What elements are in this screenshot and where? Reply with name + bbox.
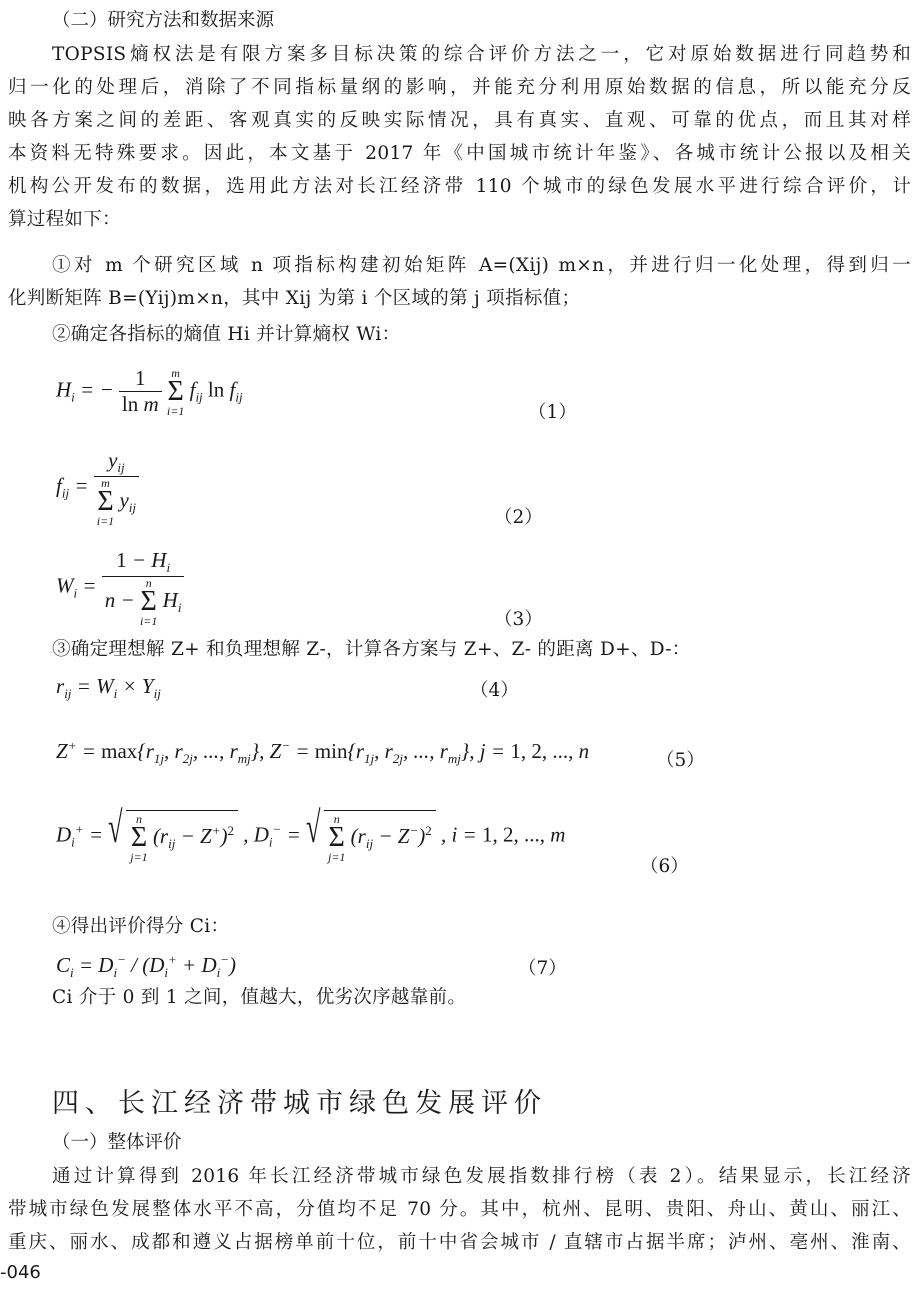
- text-line: 化判断矩阵 B=(Yij)m×n，其中 Xij 为第 i 个区域的第 j 项指标值；: [8, 288, 581, 309]
- text-line: 重庆、丽水、成都和遵义占据榜单前十位，前十中省会城市 / 直辖市占据半席；泸州、亳州、淮南、: [8, 1232, 911, 1253]
- step2-paragraph: [8, 318, 911, 351]
- text-line: 本资料无特殊要求。因此，本文基于 2017 年《中国城市统计年鉴》、各城市统计公报以及相关: [8, 143, 911, 164]
- text-line: ②确定各指标的熵值 Hi 并计算熵权 Wi：: [52, 324, 401, 345]
- step4-paragraph: [8, 910, 911, 943]
- text-line: Ci 介于 0 到 1 之间，值越大，优劣次序越靠前。: [52, 987, 467, 1008]
- text-line: 算过程如下：: [8, 209, 121, 230]
- equation-number: （7）: [518, 958, 567, 979]
- text-line: 映各方案之间的差距、客观真实的反映实际情况，具有真实、直观、可靠的优点，而且其对样: [8, 110, 911, 131]
- page-number: -046: [0, 1262, 41, 1283]
- text-line: 归一化的处理后，消除了不同指标量纲的影响，并能充分利用原始数据的信息，所以能充分反: [8, 77, 911, 98]
- subsection-heading-overall: （一）整体评价: [52, 1132, 182, 1153]
- step1-paragraph: [8, 249, 911, 315]
- section-heading-methods: （二）研究方法和数据来源: [52, 10, 275, 31]
- equation-6: $D_i^+$ = √ n Σ j=1 $(r_{ij} - Z^+)^2$ , $D_i^-$ = √ n Σ j=1 $(r_{ij} - Z^-)^2$ , i = 1, 2, ..., m: [56, 803, 566, 864]
- overall-paragraph: [8, 1160, 911, 1259]
- equation-number: （2）: [494, 507, 543, 528]
- equation-5: $Z^+ = \max\{r_{1j}$, $r_{2j}$, ..., $r_{mj}$}, $Z^- = \min\{r_{1j}$, $r_{2j}$, ..., $r_{mj}$}, j = 1, 2, ..., n: [56, 738, 590, 767]
- ci-note: [8, 981, 911, 1014]
- equation-7: $C_i = D_i^- / (D_i^+ + D_i^-)$: [56, 952, 237, 981]
- text-line: 带城市绿色发展整体水平不高，分值均不足 70 分。其中，杭州、昆明、贵阳、舟山、黄山、丽江、: [8, 1199, 911, 1220]
- equation-number: （6）: [640, 856, 689, 877]
- step3-paragraph: [8, 633, 911, 666]
- text-line: TOPSIS熵权法是有限方案多目标决策的综合评价方法之一，它对原始数据进行同趋势和: [52, 44, 911, 65]
- text-line: ④得出评价得分 Ci：: [52, 916, 230, 937]
- equation-number: （1）: [528, 402, 577, 423]
- equation-4: $r_{ij} = W_i \times Y_{ij}$: [56, 674, 161, 702]
- section-heading-evaluation: 四、长江经济带城市绿色发展评价: [52, 1088, 547, 1119]
- text-line: 通过计算得到 2016 年长江经济带城市绿色发展指数排行榜（表 2）。结果显示，长江经济: [52, 1166, 911, 1187]
- text-line: ①对 m 个研究区域 n 项指标构建初始矩阵 A=(Xij) m×n，并进行归一化处理，得到归一: [52, 255, 911, 276]
- equation-2: $f_{ij}$ = $y_{ij}$ m Σ i=1 $y_{ij}$: [56, 448, 139, 527]
- text-line: ③确定理想解 Z+ 和负理想解 Z-，计算各方案与 Z+、Z- 的距离 D+、D-：: [52, 639, 691, 660]
- text-line: 机构公开发布的数据，选用此方法对长江经济带 110 个城市的绿色发展水平进行综合评价，计: [8, 176, 911, 197]
- equation-1: $H_i$ = − $\frac{1}{\text{ln m}}$ m Σ i=1 $f_{ij}$ $\ln f_{ij}$: [56, 365, 243, 418]
- equation-number: （3）: [494, 609, 543, 630]
- intro-paragraph: [8, 38, 911, 236]
- equation-number: （4）: [470, 680, 519, 701]
- equation-number: （5）: [656, 750, 705, 771]
- equation-3: $W_i$ = $1 - H_i$ n − n Σ i=1 $H_i$: [56, 548, 184, 627]
